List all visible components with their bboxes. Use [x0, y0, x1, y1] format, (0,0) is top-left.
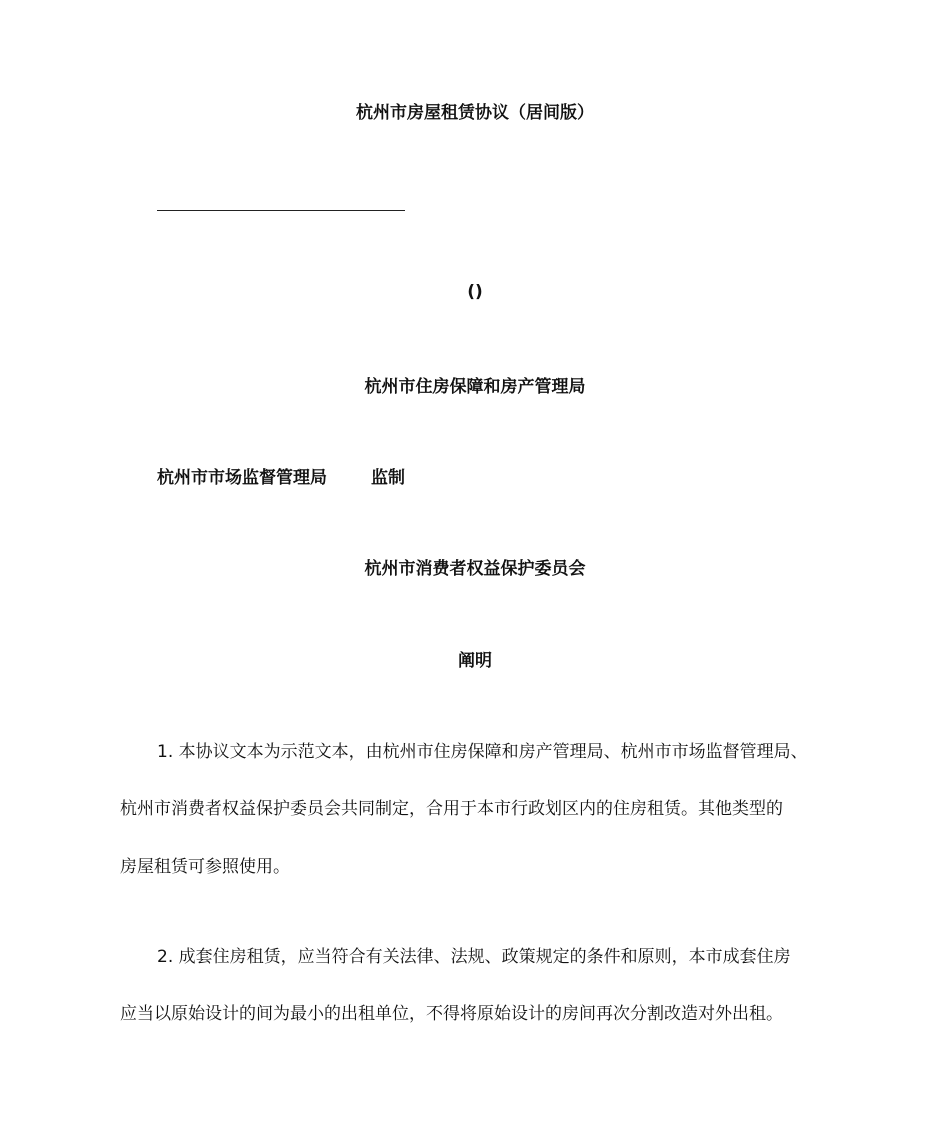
supervise-label: 监制: [371, 468, 405, 488]
org-housing-bureau: 杭州市住房保障和房产管理局: [364, 377, 586, 397]
paragraph-line: 1. 本协议文本为示范文本，由杭州市住房保障和房产管理局、杭州市市场监督管理局、: [157, 742, 808, 762]
org-consumer-committee: 杭州市消费者权益保护委员会: [364, 559, 586, 579]
document-title: 杭州市房屋租赁协议（居间版）: [356, 103, 594, 123]
statement-heading: 阐明: [458, 651, 492, 671]
paragraph-line: 应当以原始设计的间为最小的出租单位，不得将原始设计的房间再次分割改造对外出租。: [120, 1004, 783, 1024]
org-market-bureau: 杭州市市场监督管理局: [157, 468, 327, 488]
paragraph-line: 房屋租赁可参照使用。: [120, 857, 290, 877]
paragraph-line: 2. 成套住房租赁，应当符合有关法律、法规、政策规定的条件和原则，本市成套住房: [157, 947, 791, 967]
parentheses-placeholder: (): [467, 282, 483, 302]
blank-underline: [157, 210, 405, 211]
paragraph-line: 杭州市消费者权益保护委员会共同制定，合用于本市行政划区内的住房租赁。其他类型的: [120, 799, 783, 819]
